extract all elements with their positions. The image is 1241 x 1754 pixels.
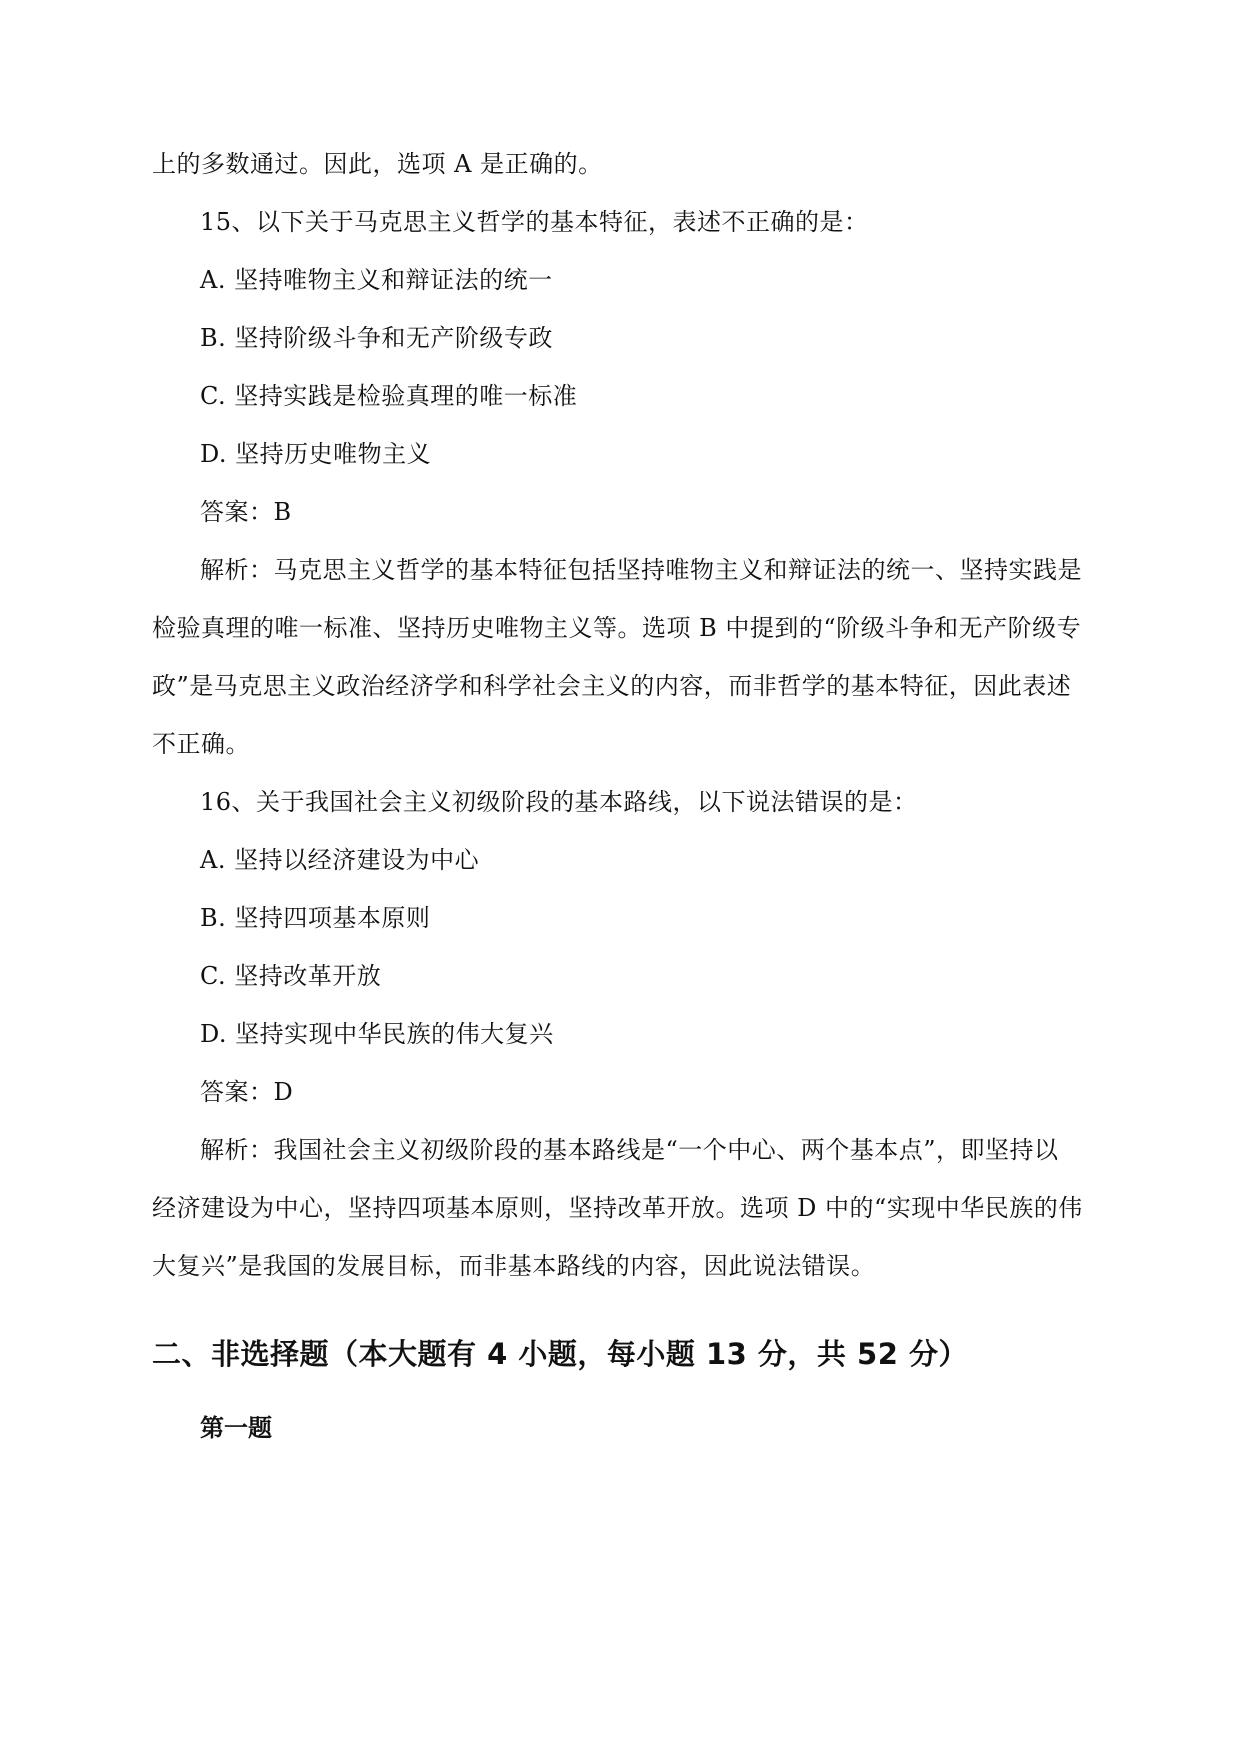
- question-16-option-d: D. 坚持实现中华民族的伟大复兴: [200, 1020, 554, 1048]
- question-15-answer: 答案：B: [200, 498, 292, 526]
- question-15-option-a: A. 坚持唯物主义和辩证法的统一: [200, 266, 553, 294]
- question-16-explanation-line: 大复兴”是我国的发展目标，而非基本路线的内容，因此说法错误。: [152, 1252, 876, 1280]
- question-16-explanation-line: 解析：我国社会主义初级阶段的基本路线是“一个中心、两个基本点”，即坚持以: [200, 1136, 1059, 1164]
- section-heading: 二、非选择题（本大题有 4 小题，每小题 13 分，共 52 分）: [152, 1337, 968, 1371]
- question-15-explanation-line: 检验真理的唯一标准、坚持历史唯物主义等。选项 B 中提到的“阶级斗争和无产阶级专: [152, 614, 1082, 642]
- question-16-explanation-line: 经济建设为中心，坚持四项基本原则，坚持改革开放。选项 D 中的“实现中华民族的伟: [152, 1194, 1083, 1222]
- question-15-option-c: C. 坚持实践是检验真理的唯一标准: [200, 382, 578, 410]
- first-question-label: 第一题: [200, 1414, 272, 1442]
- question-16-text: 16、关于我国社会主义初级阶段的基本路线，以下说法错误的是：: [200, 788, 918, 816]
- question-16-answer: 答案：D: [200, 1078, 294, 1106]
- question-16-option-b: B. 坚持四项基本原则: [200, 904, 431, 932]
- question-15-option-d: D. 坚持历史唯物主义: [200, 440, 432, 468]
- question-15-text: 15、以下关于马克思主义哲学的基本特征，表述不正确的是：: [200, 208, 869, 236]
- question-16-option-a: A. 坚持以经济建设为中心: [200, 846, 480, 874]
- question-16-option-c: C. 坚持改革开放: [200, 962, 382, 990]
- question-15-explanation-line: 不正确。: [152, 730, 250, 758]
- question-15-option-b: B. 坚持阶级斗争和无产阶级专政: [200, 324, 553, 352]
- prev-explanation-tail: 上的多数通过。因此，选项 A 是正确的。: [152, 150, 603, 178]
- question-15-explanation-line: 解析：马克思主义哲学的基本特征包括坚持唯物主义和辩证法的统一、坚持实践是: [200, 556, 1082, 584]
- question-15-explanation-line: 政”是马克思主义政治经济学和科学社会主义的内容，而非哲学的基本特征，因此表述: [152, 672, 1072, 700]
